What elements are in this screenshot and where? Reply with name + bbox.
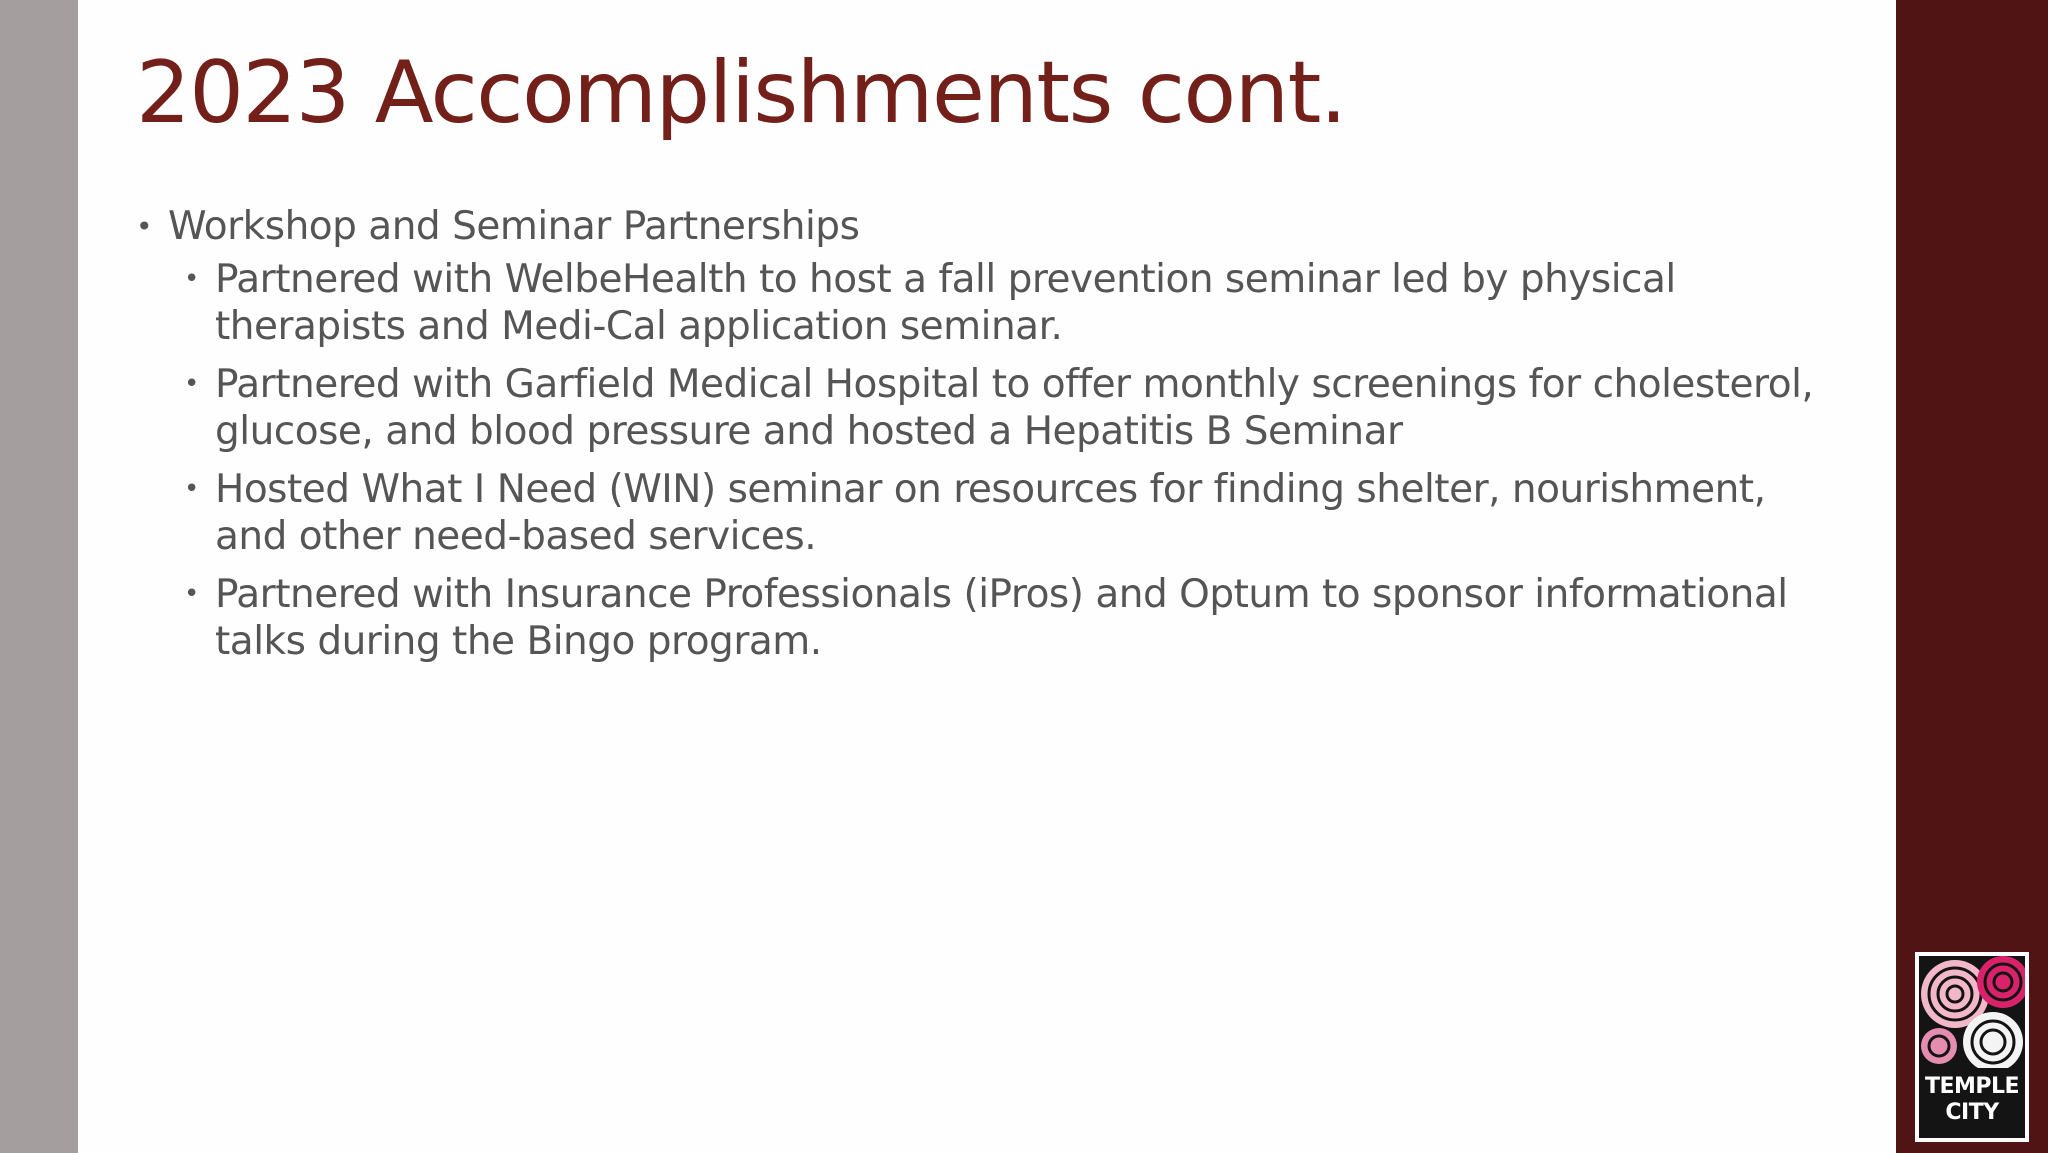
bullet-dot-icon: • xyxy=(184,474,199,504)
logo-text xyxy=(1919,1074,2025,1126)
sub-bullet-text: Partnered with Garfield Medical Hospital to offer monthly screenings for cholesterol, glucose, and blood pressure and hosted a Hepatitis B Seminar xyxy=(215,362,1814,454)
temple-city-logo xyxy=(1915,952,2029,1142)
bullet-dot-icon: • xyxy=(184,264,199,294)
sub-bullet-item xyxy=(184,571,1835,665)
slide-title: 2023 Accomplishments cont. xyxy=(136,43,1346,143)
bullet-dot-icon: • xyxy=(184,579,199,609)
bullet-dot-icon: • xyxy=(136,210,153,243)
sub-bullet-item xyxy=(184,361,1835,455)
sub-bullet-item xyxy=(184,256,1835,350)
section-heading: Workshop and Seminar Partnerships xyxy=(168,204,860,249)
sub-bullet-list xyxy=(136,256,1836,665)
sub-bullet-text: Partnered with Insurance Professionals (iPros) and Optum to sponsor informational talks during the Bingo program. xyxy=(215,572,1788,664)
sub-bullet-text: Partnered with WelbeHealth to host a fall prevention seminar led by physical therapists and Medi-Cal application seminar. xyxy=(215,257,1676,349)
logo-badge xyxy=(1919,956,2025,1138)
bullet-level1 xyxy=(136,198,1836,256)
slide-body xyxy=(136,198,1836,676)
sub-bullet-text: Hosted What I Need (WIN) seminar on resources for finding shelter, nourishment, and other need-based services. xyxy=(215,467,1766,559)
bullet-dot-icon: • xyxy=(184,369,199,399)
sub-bullet-item xyxy=(184,466,1835,560)
logo-line-city: CITY xyxy=(1945,1100,1999,1125)
left-accent-bar xyxy=(0,0,78,1153)
logo-line-temple: TEMPLE xyxy=(1924,1074,2020,1099)
camellia-flower-icon xyxy=(1919,956,2025,1068)
